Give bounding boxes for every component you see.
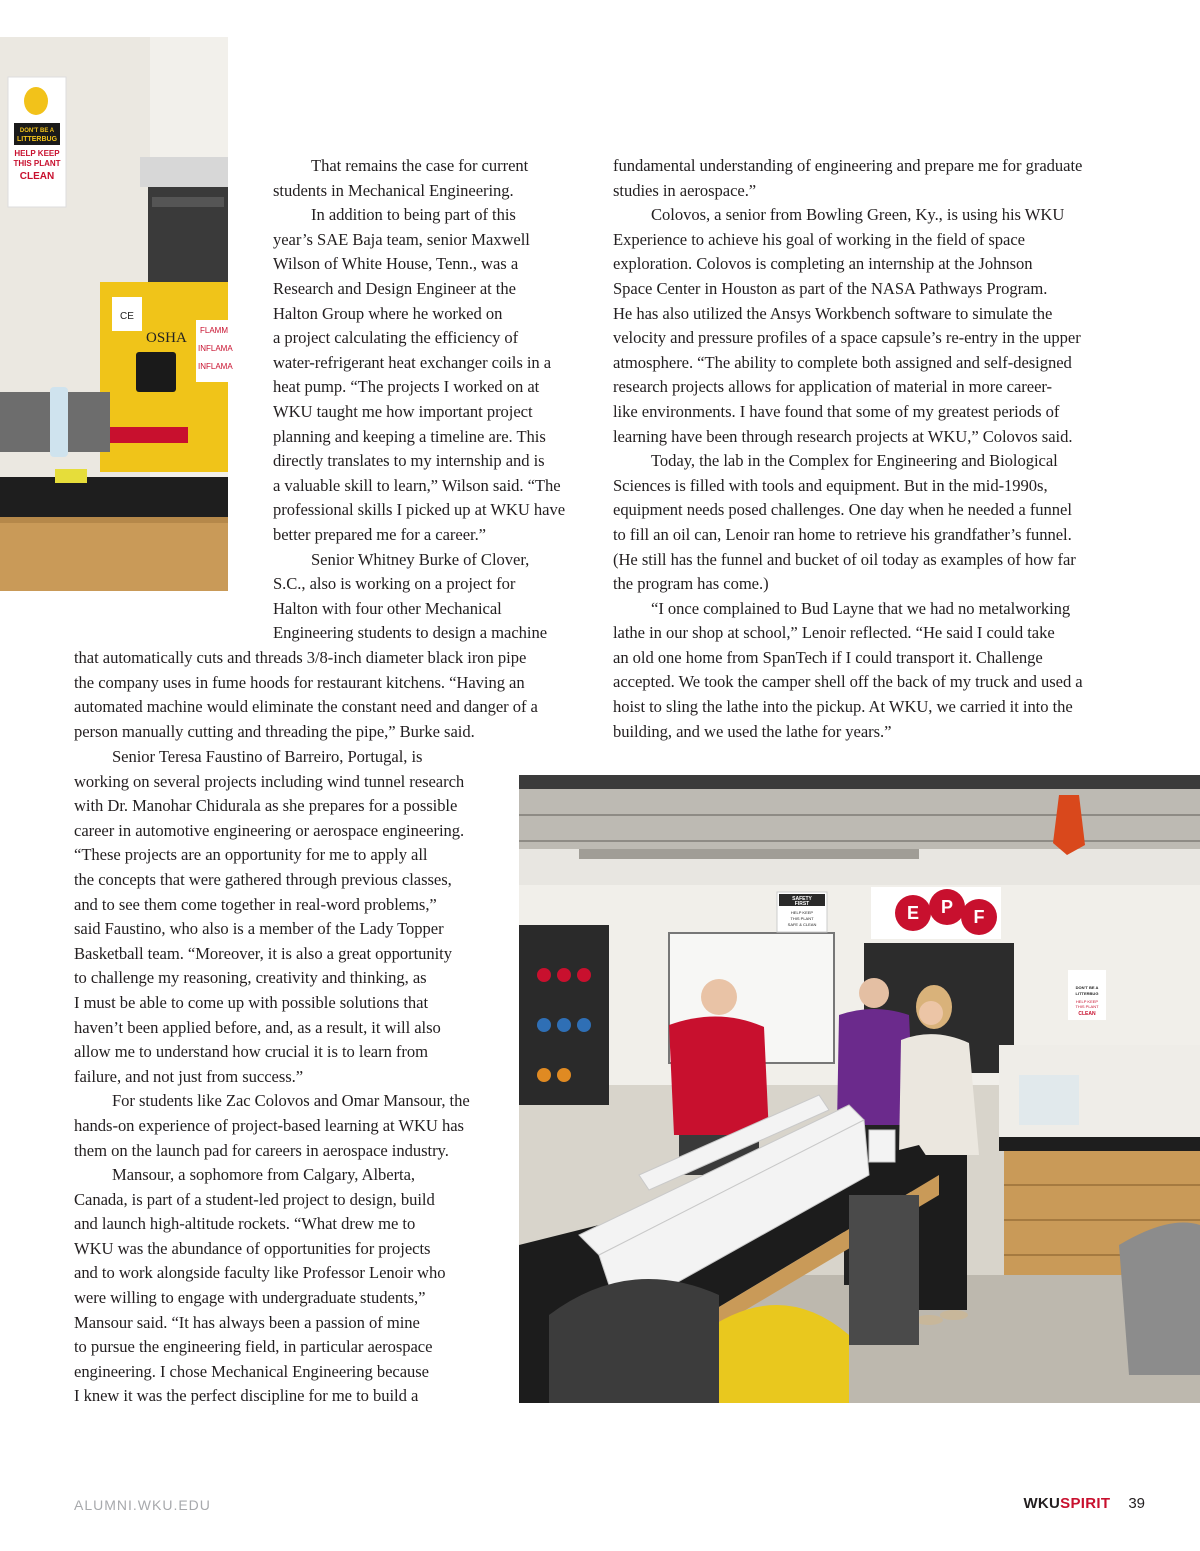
sign-text: SAFETY — [792, 896, 812, 902]
body-line: directly translates to my internship and is — [273, 451, 545, 471]
body-line: the concepts that were gathered through previous classes, — [74, 869, 452, 889]
body-line: WKU was the abundance of opportunities for projects — [74, 1238, 431, 1258]
body-line: engineering. I chose Mechanical Engineering because — [74, 1361, 429, 1381]
sign-text: HELP KEEP — [14, 149, 60, 158]
article-column-right — [613, 154, 1153, 744]
body-line: Basketball team. “Moreover, it is also a great opportunity — [74, 943, 452, 963]
sign-text: CLEAN — [19, 171, 55, 182]
body-line: research projects allows for application of material in more career- — [613, 377, 1053, 397]
cabinet-label: INFLAMA — [198, 362, 233, 371]
flammable-cabinet — [100, 282, 233, 472]
footer-url: ALUMNI.WKU.EDU — [74, 1497, 211, 1513]
article-column-left-bottom — [74, 745, 514, 1409]
body-line: equipment needs posed challenges. One day when he needed a funnel — [613, 500, 1072, 520]
logo-letter: P — [940, 897, 954, 917]
body-line: velocity and pressure profiles of a space capsule’s re-entry in the upper — [613, 328, 1081, 348]
body-line: “These projects are an opportunity for me to apply all — [74, 845, 428, 865]
article-column-left-wide — [74, 646, 594, 744]
body-line: In addition to being part of this — [311, 205, 516, 225]
litterbug-sign — [8, 77, 66, 207]
body-line: Engineering students to design a machine — [273, 623, 548, 643]
sign-text: THIS PLANT — [790, 916, 814, 921]
lab-corner-illustration — [0, 37, 233, 591]
logo-letter: E — [906, 903, 920, 923]
sign-text: DON'T BE A — [1075, 985, 1099, 990]
epf-logo — [871, 887, 1001, 939]
body-line: hands-on experience of project-based learning at WKU has — [74, 1115, 464, 1135]
body-line: Wilson of White House, Tenn., was a — [273, 254, 519, 274]
litterbug-sign — [1068, 970, 1106, 1020]
body-line: the program has come.) — [613, 574, 769, 594]
body-line: Halton Group where he worked on — [273, 303, 503, 323]
body-line: S.C., also is working on a project for — [273, 574, 516, 594]
body-line: water-refrigerant heat exchanger coils in a — [273, 352, 552, 372]
body-line: Mansour said. “It has always been a passion of mine — [74, 1312, 420, 1332]
body-line: a project calculating the efficiency of — [273, 328, 519, 348]
body-line: (He still has the funnel and bucket of oil today as examples of how far — [613, 549, 1076, 569]
body-line: allow me to understand how crucial it is to learn from — [74, 1042, 428, 1062]
logo-letter: F — [973, 907, 985, 927]
body-line: better prepared me for a career.” — [273, 524, 486, 544]
brand-wku: WKU — [1023, 1495, 1061, 1512]
body-line: learning have been through research projects at WKU,” Colovos said. — [613, 426, 1073, 446]
body-line: students in Mechanical Engineering. — [273, 180, 514, 200]
body-line: WKU taught me how important project — [273, 401, 533, 421]
lab-team-photo — [519, 775, 1200, 1403]
body-line: studies in aerospace.” — [613, 180, 757, 200]
body-line: building, and we used the lathe for years.” — [613, 721, 892, 741]
body-line: lathe in our shop at school,” Lenoir reflected. “He said I could take — [613, 623, 1055, 643]
body-line: Space Center in Houston as part of the NASA Pathways Program. — [613, 278, 1048, 298]
body-line: Research and Design Engineer at the — [273, 278, 516, 298]
sign-text: HELP KEEP — [1075, 999, 1099, 1004]
water-bottle — [50, 387, 68, 457]
body-line: fundamental understanding of engineering and prepare me for graduate — [613, 156, 1083, 175]
body-line: Sciences is filled with tools and equipment. But in the mid-1990s, — [613, 475, 1048, 495]
sign-text: DON'T BE A — [19, 128, 55, 134]
publication-name — [1023, 1495, 1110, 1512]
footer-brand — [1023, 1495, 1145, 1512]
sign-text: CLEAN — [1078, 1011, 1096, 1017]
body-line: to fill an oil can, Lenoir ran home to retrieve his grandfather’s funnel. — [613, 524, 1072, 544]
body-line: to pursue the engineering field, in particular aerospace — [74, 1337, 433, 1357]
body-line: said Faustino, who also is a member of the Lady Topper — [74, 919, 444, 939]
body-line: I must be able to come up with possible solutions that — [74, 992, 429, 1012]
body-line: professional skills I picked up at WKU have — [273, 500, 566, 520]
body-line: were willing to engage with undergraduate students,” — [74, 1288, 426, 1308]
body-line: a valuable skill to learn,” Wilson said. “The — [273, 475, 561, 495]
cabinet-label: INFLAMA — [198, 344, 233, 353]
printer — [140, 157, 228, 287]
sign-text: THIS PLANT — [13, 159, 61, 168]
body-line: with Dr. Manohar Chidurala as she prepares for a possible — [74, 796, 458, 816]
workbench-top — [0, 477, 228, 517]
body-line: and to work alongside faculty like Professor Lenoir who — [74, 1263, 446, 1283]
sign-text: FIRST — [794, 901, 810, 907]
body-line: exploration. Colovos is completing an internship at the Johnson — [613, 254, 1033, 274]
body-line: year’s SAE Baja team, senior Maxwell — [273, 229, 530, 249]
body-line: that automatically cuts and threads 3/8-inch diameter black iron pipe — [74, 648, 527, 667]
body-line: like environments. I have found that some of my greatest periods of — [613, 401, 1060, 421]
body-line: Senior Whitney Burke of Clover, — [311, 549, 530, 569]
body-line: and to see them come together in real-word problems,” — [74, 894, 437, 914]
body-line: the company uses in fume hoods for restaurant kitchens. “Having an — [74, 672, 525, 692]
body-line: Mansour, a sophomore from Calgary, Alberta, — [112, 1165, 416, 1185]
body-line: person manually cutting and threading the pipe,” Burke said. — [74, 721, 475, 741]
body-line: planning and keeping a timeline are. This — [273, 426, 546, 446]
body-line: an old one home from SpanTech if I could transport it. Challenge — [613, 647, 1043, 667]
body-line: Senior Teresa Faustino of Barreiro, Portugal, is — [112, 747, 423, 766]
safety-first-sign — [777, 892, 827, 932]
body-line: Canada, is part of a student-led project to design, build — [74, 1189, 435, 1209]
sign-text: LITTERBUG — [16, 136, 58, 143]
body-line: He has also utilized the Ansys Workbench software to simulate the — [613, 303, 1053, 323]
body-line: For students like Zac Colovos and Omar Mansour, the — [112, 1091, 470, 1111]
body-line: accepted. We took the camper shell off the back of my truck and used a — [613, 672, 1083, 692]
brand-spirit: SPIRIT — [1060, 1495, 1111, 1512]
body-line: to challenge my reasoning, creativity and thinking, as — [74, 968, 427, 988]
lab-scene-illustration — [519, 775, 1200, 1403]
cabinet-label: FLAMM — [200, 326, 228, 335]
body-line: I knew it was the perfect discipline for me to build a — [74, 1386, 419, 1406]
sign-text: LITTERBUG — [1075, 991, 1099, 996]
body-line: Today, the lab in the Complex for Engineering and Biological — [651, 451, 1058, 471]
sign-text: HELP KEEP — [790, 910, 814, 915]
body-line: atmosphere. “The ability to complete both assigned and self-designed — [613, 352, 1072, 372]
body-line: haven’t been applied before, and, as a result, it will also — [74, 1017, 441, 1037]
article-column-left-top — [273, 154, 593, 646]
body-line: That remains the case for current — [311, 156, 529, 175]
body-line: career in automotive engineering or aerospace engineering. — [74, 820, 465, 840]
cabinet-label: OSHA — [146, 330, 187, 346]
body-line: automated machine would eliminate the constant need and danger of a — [74, 697, 538, 717]
body-line: Experience to achieve his goal of working in the field of space — [613, 229, 1026, 249]
page-number: 39 — [1128, 1495, 1145, 1512]
sign-text: SAFE & CLEAN — [787, 922, 817, 927]
sign-text: THIS PLANT — [1075, 1004, 1099, 1009]
lab-corner-photo — [0, 37, 233, 591]
body-line: Colovos, a senior from Bowling Green, Ky., is using his WKU — [651, 205, 1065, 225]
body-line: failure, and not just from success.” — [74, 1066, 304, 1086]
body-line: working on several projects including wind tunnel research — [74, 771, 465, 791]
cabinet-label: CE — [120, 311, 134, 322]
file-cabinet — [849, 1195, 919, 1345]
body-line: heat pump. “The projects I worked on at — [273, 377, 540, 397]
body-line: them on the launch pad for careers in aerospace industry. — [74, 1140, 449, 1160]
body-line: Halton with four other Mechanical — [273, 598, 502, 618]
body-line: hoist to sling the lathe into the pickup. At WKU, we carried it into the — [613, 697, 1073, 717]
workbench-cabinet — [0, 517, 228, 591]
body-line: “I once complained to Bud Layne that we had no metalworking — [651, 598, 1071, 618]
body-line: and launch high-altitude rockets. “What drew me to — [74, 1214, 416, 1234]
